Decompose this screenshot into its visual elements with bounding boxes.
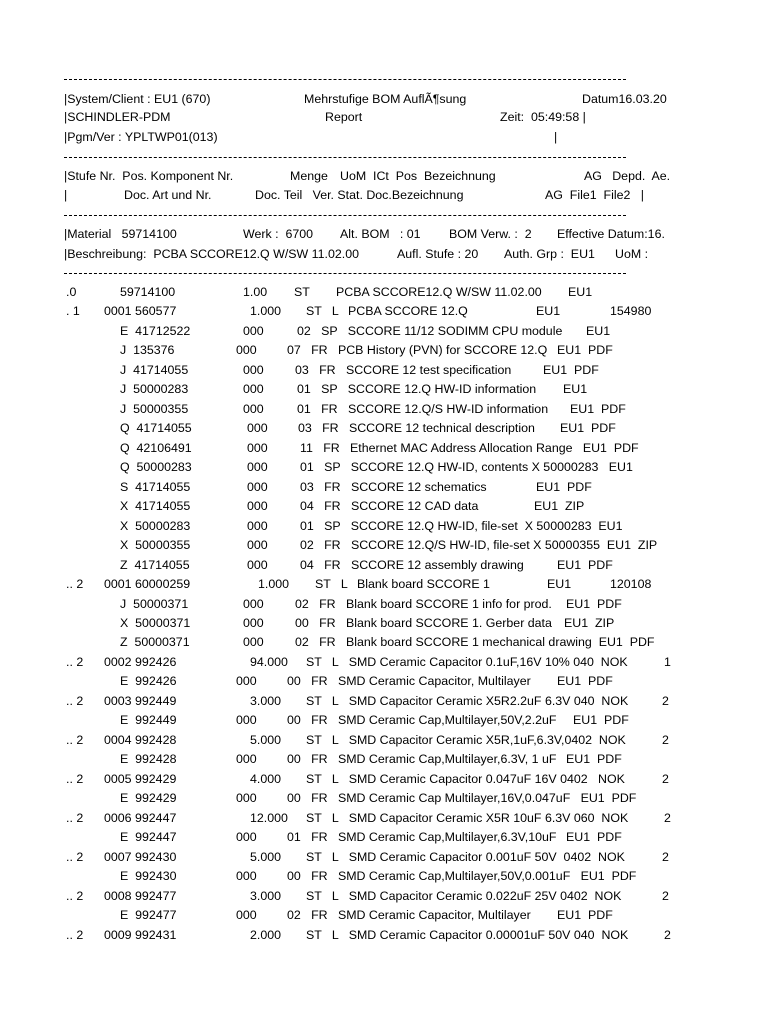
table-row	[0, 614, 768, 633]
table-row	[0, 770, 768, 789]
row-cell: 01 SP SCCORE 12.Q HW-ID, contents X 50000283 EU1	[300, 460, 633, 475]
row-cell: EU1	[536, 304, 561, 319]
row-cell: 94.000	[250, 654, 288, 669]
header-field: Report	[325, 110, 363, 124]
row-cell: 07 FR PCB History (PVN) for SCCORE 12.Q	[287, 343, 548, 358]
row-cell: Z 50000371	[120, 635, 190, 650]
row-cell: J 50000283	[120, 382, 189, 397]
row-cell: S 41714055	[120, 479, 191, 494]
row-cell: E 992430	[120, 869, 177, 884]
row-cell: EU1 PDF	[566, 752, 622, 767]
material-field: BOM Verw. : 2	[449, 227, 532, 241]
table-row	[0, 848, 768, 867]
column-header: AG Depd. Ae.	[584, 169, 671, 183]
row-level: . 1	[66, 304, 80, 319]
row-cell: EU1 ZIP	[564, 615, 615, 630]
table-row	[0, 828, 768, 847]
row-cell: EU1 PDF	[557, 908, 613, 923]
row-cell: 2	[662, 771, 669, 786]
row-level: .. 2	[66, 732, 84, 747]
row-cell: 0001 60000259	[104, 577, 191, 592]
row-cell: 000	[236, 908, 257, 923]
row-cell: PCBA SCCORE 12.Q	[348, 304, 468, 319]
row-cell: 1	[664, 654, 671, 669]
row-cell: 0003 992449	[104, 693, 177, 708]
column-header: |Stufe Nr. Pos. Komponent Nr.	[64, 169, 234, 183]
table-row	[0, 322, 768, 341]
table-row	[0, 672, 768, 691]
row-cell: EU1 PDF	[570, 401, 626, 416]
row-cell: ST L SMD Capacitor Ceramic X5R 10uF 6.3V 060 NOK	[306, 810, 629, 825]
row-cell: E 992428	[120, 752, 177, 767]
table-row	[0, 750, 768, 769]
row-cell: 00 FR SMD Ceramic Cap,Multilayer,50V,2.2uF	[287, 713, 557, 728]
header-field: Mehrstufige BOM AuflÃ¶sung	[304, 92, 467, 106]
table-row	[0, 283, 768, 302]
row-cell: 1.000	[250, 304, 282, 319]
header-field: |System/Client : EU1 (670)	[64, 92, 211, 106]
row-cell: 0004 992428	[104, 732, 177, 747]
row-level: .. 2	[66, 654, 84, 669]
table-row	[0, 731, 768, 750]
row-cell: EU1	[563, 382, 588, 397]
table-row	[0, 575, 768, 594]
row-cell: Q 42106491	[120, 440, 192, 455]
row-cell: EU1 PDF	[566, 830, 622, 845]
row-cell: 2	[662, 693, 669, 708]
row-cell: E 992449	[120, 713, 177, 728]
header-field: |	[554, 130, 558, 144]
row-cell: 120108	[610, 577, 652, 592]
row-cell: 000	[247, 440, 268, 455]
row-cell: 5.000	[250, 732, 282, 747]
column-header: Doc. Art und Nr.	[124, 188, 212, 202]
row-cell: EU1 PDF	[573, 713, 629, 728]
material-field: Aufl. Stufe : 20	[397, 247, 479, 261]
row-cell: J 135376	[120, 343, 175, 358]
row-cell: E 41712522	[120, 323, 191, 338]
row-cell: EU1 PDF	[557, 674, 613, 689]
row-cell: ST L SMD Capacitor Ceramic 0.022uF 25V 0402 NOK	[306, 888, 622, 903]
row-cell: 01 SP SCCORE 12.Q HW-ID, file-set X 50000283 EU1	[300, 518, 623, 533]
row-cell: 0007 992430	[104, 849, 177, 864]
table-row	[0, 380, 768, 399]
row-cell: X 41714055	[120, 499, 191, 514]
dashed-rule	[64, 79, 626, 80]
row-cell: 01 FR SMD Ceramic Cap,Multilayer,6.3V,10uF	[287, 830, 557, 845]
row-cell: E 992477	[120, 908, 177, 923]
table-row	[0, 692, 768, 711]
row-cell: 2	[662, 732, 669, 747]
header-field: Zeit: 05:49:58 |	[500, 110, 586, 124]
row-cell: 000	[247, 518, 268, 533]
row-cell: 5.000	[250, 849, 282, 864]
row-cell: 01 SP SCCORE 12.Q HW-ID information	[297, 382, 537, 397]
row-cell: 11 FR Ethernet MAC Address Allocation Range EU1 PDF	[300, 440, 639, 455]
row-cell: 000	[243, 401, 264, 416]
column-header: |	[64, 188, 68, 202]
table-row	[0, 867, 768, 886]
row-cell: 000	[243, 596, 264, 611]
material-field: Alt. BOM : 01	[340, 227, 421, 241]
row-cell: 01 FR SCCORE 12.Q/S HW-ID information	[297, 401, 549, 416]
row-cell: 03 FR SCCORE 12 test specification	[295, 362, 512, 377]
row-cell: 4.000	[250, 771, 282, 786]
row-cell: 3.000	[250, 888, 282, 903]
row-level: .. 2	[66, 577, 84, 592]
row-cell: EU1 PDF	[536, 479, 592, 494]
row-cell: 000	[243, 382, 264, 397]
row-cell: X 50000283	[120, 518, 191, 533]
row-cell: ST L SMD Capacitor Ceramic X5R,1uF,6.3V,0402 NOK	[306, 732, 626, 747]
row-cell: E 992429	[120, 791, 177, 806]
material-field: |Material 59714100	[64, 227, 177, 241]
row-level: .. 2	[66, 888, 84, 903]
table-row	[0, 926, 768, 945]
row-cell: J 41714055	[120, 362, 189, 377]
material-field: |Beschreibung: PCBA SCCORE12.Q W/SW 11.02.00	[64, 247, 359, 261]
row-cell: 12.000	[250, 810, 288, 825]
row-cell: ST L SMD Ceramic Capacitor 0.001uF 50V 0402 NOK	[306, 849, 625, 864]
table-row	[0, 536, 768, 555]
row-cell: PCBA SCCORE12.Q W/SW 11.02.00	[336, 285, 542, 299]
row-cell: EU1	[547, 577, 572, 592]
header-field: |SCHINDLER-PDM	[64, 110, 171, 124]
row-level: .. 2	[66, 771, 84, 786]
row-cell: 59714100	[120, 285, 176, 299]
row-cell: E 992447	[120, 830, 177, 845]
row-cell: 03 FR SCCORE 12 technical description	[298, 421, 535, 436]
row-cell: 0002 992426	[104, 654, 177, 669]
row-cell: 2.000	[250, 927, 282, 942]
row-cell: 0006 992447	[104, 810, 177, 825]
row-cell: 000	[236, 713, 257, 728]
row-cell: 0005 992429	[104, 771, 177, 786]
table-row	[0, 906, 768, 925]
table-row	[0, 400, 768, 419]
table-row	[0, 341, 768, 360]
row-cell: EU1 PDF	[557, 557, 613, 572]
row-cell: X 50000371	[120, 615, 191, 630]
row-cell: EU1	[568, 285, 593, 299]
row-cell: 2	[664, 810, 671, 825]
row-cell: 02 FR Blank board SCCORE 1 mechanical drawing EU1 PDF	[295, 635, 655, 650]
row-cell: 000	[236, 791, 257, 806]
table-row	[0, 361, 768, 380]
material-field: Auth. Grp : EU1	[504, 247, 595, 261]
row-cell: ST L	[315, 577, 348, 592]
row-cell: 154980	[610, 304, 652, 319]
row-cell: 000	[236, 674, 257, 689]
row-cell: 000	[247, 538, 268, 553]
row-cell: 04 FR SCCORE 12 assembly drawing	[300, 557, 524, 572]
table-row	[0, 653, 768, 672]
row-cell: 00 FR SMD Ceramic Cap,Multilayer,6.3V, 1 uF	[287, 752, 557, 767]
table-row	[0, 302, 768, 321]
row-level: .. 2	[66, 927, 84, 942]
row-cell: Q 41714055	[120, 421, 192, 436]
row-cell: J 50000355	[120, 401, 189, 416]
row-level: .. 2	[66, 849, 84, 864]
row-cell: Q 50000283	[120, 460, 192, 475]
table-row	[0, 887, 768, 906]
table-row	[0, 633, 768, 652]
row-cell: 3.000	[250, 693, 282, 708]
row-cell: 000	[236, 869, 257, 884]
table-row	[0, 556, 768, 575]
row-cell: 000	[243, 362, 264, 377]
column-header: Menge	[290, 169, 328, 183]
row-cell: 000	[243, 323, 264, 338]
table-row	[0, 419, 768, 438]
table-row	[0, 439, 768, 458]
row-cell: 2	[662, 888, 669, 903]
row-cell: ST L SMD Ceramic Capacitor 0.1uF,16V 10% 040 NOK	[306, 654, 628, 669]
row-cell: 2	[664, 927, 671, 942]
row-cell: 000	[236, 343, 257, 358]
row-cell: 00 FR SMD Ceramic Capacitor, Multilayer	[287, 674, 531, 689]
row-cell: X 50000355	[120, 538, 191, 553]
row-cell: 000	[236, 830, 257, 845]
row-cell: EU1	[586, 323, 611, 338]
row-cell: ST L SMD Capacitor Ceramic X5R2.2uF 6.3V 040 NOK	[306, 693, 629, 708]
row-level: .. 2	[66, 693, 84, 708]
row-cell: EU1 ZIP	[534, 499, 585, 514]
row-cell: ST L	[306, 304, 339, 319]
table-row	[0, 458, 768, 477]
row-cell: 0001 560577	[104, 304, 177, 319]
table-row	[0, 595, 768, 614]
table-row	[0, 517, 768, 536]
column-header: Doc. Teil Ver. Stat. Doc.Bezeichnung	[255, 188, 464, 202]
row-cell: EU1 PDF	[560, 421, 616, 436]
column-header: UoM ICt Pos Bezeichnung	[340, 169, 496, 183]
row-cell: EU1 PDF	[566, 596, 622, 611]
row-cell: J 50000371	[120, 596, 189, 611]
table-row	[0, 497, 768, 516]
dashed-rule	[64, 215, 626, 216]
table-row	[0, 711, 768, 730]
row-cell: 03 FR SCCORE 12 schematics	[300, 479, 487, 494]
row-cell: ST L SMD Ceramic Capacitor 0.047uF 16V 0402 NOK	[306, 771, 625, 786]
row-cell: 000	[247, 479, 268, 494]
row-cell: Blank board SCCORE 1	[357, 577, 490, 592]
table-row	[0, 478, 768, 497]
row-cell: Z 41714055	[120, 557, 190, 572]
row-cell: 0008 992477	[104, 888, 177, 903]
row-cell: 04 FR SCCORE 12 CAD data	[300, 499, 479, 514]
row-cell: E 992426	[120, 674, 177, 689]
row-level: .0	[66, 285, 77, 299]
table-row	[0, 809, 768, 828]
row-cell: ST L SMD Ceramic Capacitor 0.00001uF 50V 040 NOK	[306, 927, 629, 942]
material-field: UoM :	[615, 247, 649, 261]
row-level: .. 2	[66, 810, 84, 825]
row-cell: 00 FR SMD Ceramic Cap Multilayer,16V,0.047uF EU1 PDF	[287, 791, 637, 806]
material-field: Werk : 6700	[243, 227, 314, 241]
row-cell: 000	[247, 499, 268, 514]
row-cell: 02 SP SCCORE 11/12 SODIMM CPU module	[297, 323, 563, 338]
row-cell: 02 FR Blank board SCCORE 1 info for prod.	[295, 596, 552, 611]
row-cell: 000	[247, 557, 268, 572]
table-row	[0, 789, 768, 808]
row-cell: 000	[247, 460, 268, 475]
row-cell: 02 FR SCCORE 12.Q/S HW-ID, file-set X 50000355 EU1 ZIP	[300, 538, 658, 553]
row-cell: 02 FR SMD Ceramic Capacitor, Multilayer	[287, 908, 531, 923]
row-cell: 000	[236, 752, 257, 767]
dashed-rule	[64, 157, 626, 158]
row-cell: 00 FR SMD Ceramic Cap,Multilayer,50V,0.001uF EU1 PDF	[287, 869, 637, 884]
row-cell: 1.00	[243, 285, 268, 299]
header-field: |Pgm/Ver : YPLTWP01(013)	[64, 130, 218, 144]
column-header: AG File1 File2 |	[545, 188, 644, 202]
row-cell: ST	[294, 285, 310, 299]
row-cell: EU1 PDF	[557, 343, 613, 358]
row-cell: 1.000	[258, 577, 290, 592]
row-cell: EU1 PDF	[543, 362, 599, 377]
dashed-rule	[64, 273, 626, 274]
row-cell: 000	[247, 421, 268, 436]
material-field: Effective Datum:16.	[557, 227, 665, 241]
row-cell: 2	[662, 849, 669, 864]
row-cell: 0009 992431	[104, 927, 177, 942]
row-cell: 000	[243, 635, 264, 650]
row-cell: 000	[243, 615, 264, 630]
row-cell: 00 FR Blank board SCCORE 1. Gerber data	[295, 615, 552, 630]
header-field: Datum16.03.20	[582, 92, 667, 106]
